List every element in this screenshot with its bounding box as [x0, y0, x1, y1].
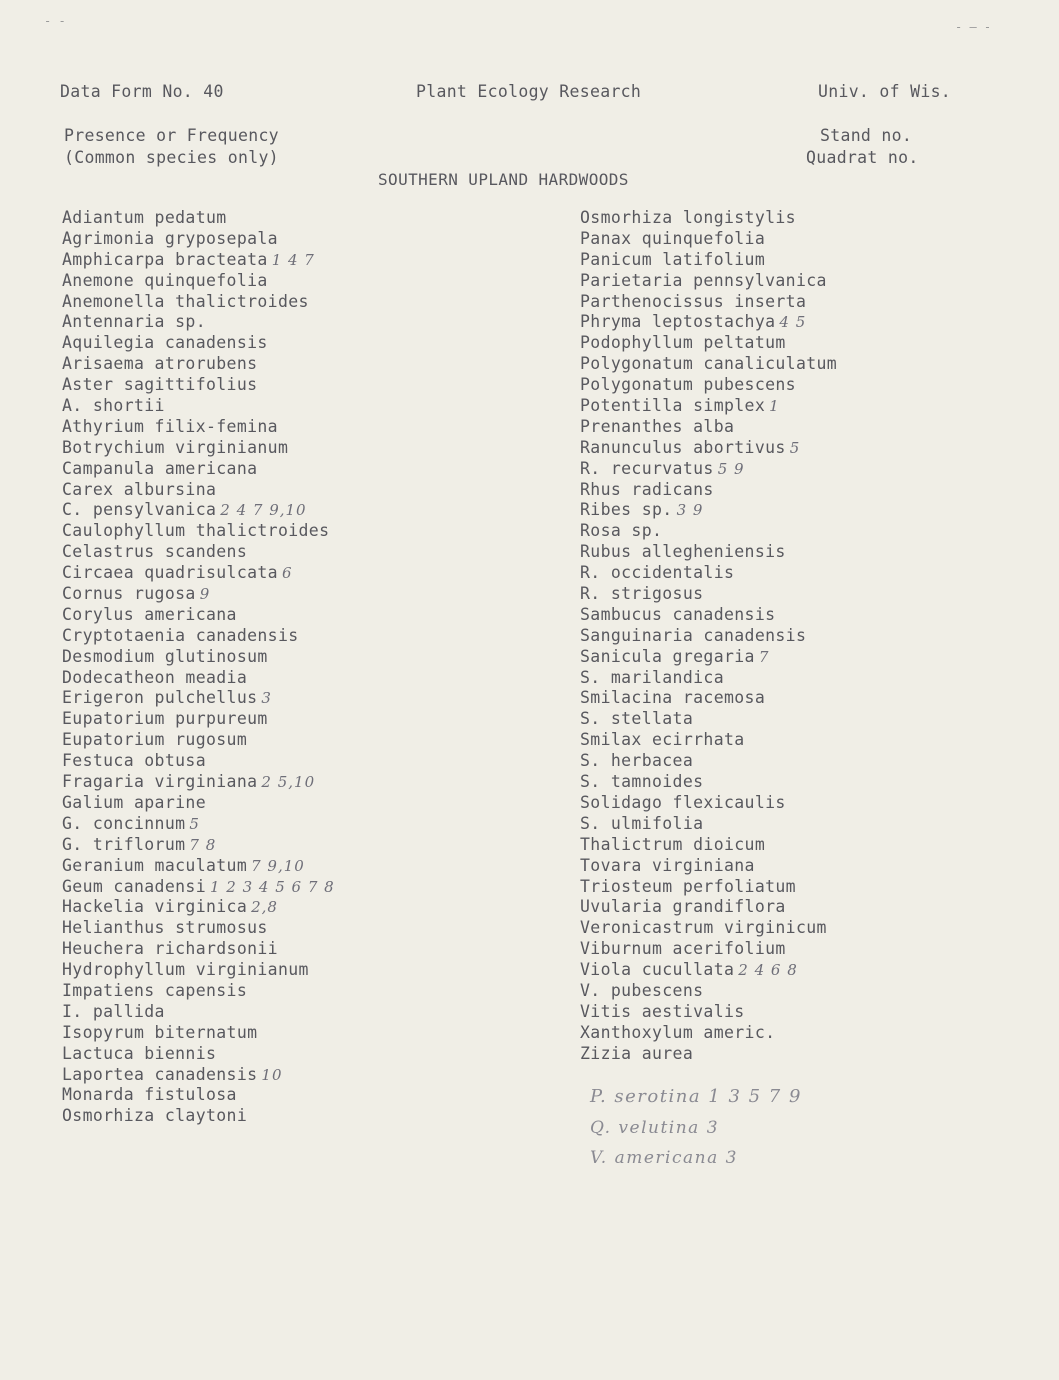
species-row	[580, 459, 837, 480]
species-row	[62, 626, 335, 647]
species-row	[580, 229, 837, 250]
species-row	[62, 877, 335, 898]
species-name: Sanicula gregaria	[580, 646, 755, 666]
species-row	[62, 208, 335, 229]
species-row	[62, 856, 335, 877]
species-row	[580, 877, 837, 898]
species-row	[580, 1002, 837, 1023]
handwritten-note-3: V. americana 3	[590, 1148, 738, 1168]
species-row	[580, 814, 837, 835]
species-row	[62, 793, 335, 814]
species-row	[62, 751, 335, 772]
species-name: Triosteum perfoliatum	[580, 876, 796, 896]
species-row	[62, 730, 335, 751]
species-row	[580, 333, 837, 354]
species-row	[62, 960, 335, 981]
species-name: Hackelia virginica	[62, 897, 248, 917]
handwritten-quadrat-note: 3 9	[676, 501, 704, 520]
species-row	[62, 312, 335, 333]
species-name: Osmorhiza claytoni	[62, 1106, 248, 1126]
species-row	[62, 584, 335, 605]
species-name: Veronicastrum virginicum	[580, 918, 827, 938]
species-row	[580, 312, 837, 333]
species-name: Cornus rugosa	[62, 584, 196, 604]
species-name: Cryptotaenia canadensis	[62, 625, 299, 645]
species-name: Celastrus scandens	[62, 542, 248, 562]
species-row	[580, 772, 837, 793]
species-name: Hydrophyllum virginianum	[62, 960, 309, 980]
species-row	[580, 292, 837, 313]
species-row	[62, 271, 335, 292]
species-row	[62, 939, 335, 960]
species-row	[62, 709, 335, 730]
species-row	[580, 856, 837, 877]
handwritten-quadrat-note: 7 8	[189, 835, 217, 854]
species-name: Galium aparine	[62, 792, 206, 812]
handwritten-quadrat-note: 3	[261, 689, 272, 708]
handwritten-quadrat-note: 2 4 7 9,10	[220, 501, 307, 520]
species-row	[62, 605, 335, 626]
corner-mark-right: - — -	[955, 20, 992, 34]
species-row	[580, 939, 837, 960]
species-row	[580, 709, 837, 730]
species-name: A. shortii	[62, 396, 165, 416]
species-name: Smilax ecirrhata	[580, 730, 745, 750]
handwritten-quadrat-note: 5	[189, 814, 200, 833]
species-name: Thalictrum dioicum	[580, 834, 766, 854]
species-row	[580, 918, 837, 939]
species-row	[580, 396, 837, 417]
species-row	[580, 417, 837, 438]
project-name: Plant Ecology Research	[416, 82, 642, 101]
species-row	[580, 500, 837, 521]
species-name: Anemonella thalictroides	[62, 291, 309, 311]
species-name: S. marilandica	[580, 667, 724, 687]
species-name: Anemone quinquefolia	[62, 270, 268, 290]
species-name: Sanguinaria canadensis	[580, 625, 807, 645]
species-name: Eupatorium purpureum	[62, 709, 268, 729]
species-row	[580, 354, 837, 375]
species-name: S. tamnoides	[580, 772, 704, 792]
presence-label: Presence or Frequency	[64, 126, 279, 145]
species-name: Polygonatum canaliculatum	[580, 354, 838, 374]
species-name: Helianthus strumosus	[62, 918, 268, 938]
species-row	[580, 626, 837, 647]
species-row	[580, 542, 837, 563]
handwritten-quadrat-note: 7 9,10	[251, 856, 305, 875]
handwritten-quadrat-note: 10	[261, 1065, 283, 1084]
species-name: Solidago flexicaulis	[580, 792, 786, 812]
species-row	[580, 647, 837, 668]
species-row	[580, 981, 837, 1002]
species-row	[62, 688, 335, 709]
species-name: S. herbacea	[580, 751, 694, 771]
species-row	[580, 250, 837, 271]
species-name: Botrychium virginianum	[62, 437, 289, 457]
species-name: Sambucus canadensis	[580, 604, 776, 624]
species-row	[62, 417, 335, 438]
stand-number-label: Stand no.	[820, 126, 913, 145]
species-name: Fragaria virginiana	[62, 772, 258, 792]
species-name: Xanthoxylum americ.	[580, 1022, 776, 1042]
species-name: Osmorhiza longistylis	[580, 208, 796, 227]
handwritten-quadrat-note: 9	[199, 585, 211, 604]
species-row	[580, 208, 837, 229]
species-row	[580, 730, 837, 751]
species-row	[62, 668, 335, 689]
species-row	[62, 772, 335, 793]
species-row	[62, 1065, 335, 1086]
species-row	[62, 897, 335, 918]
species-name: Aquilegia canadensis	[62, 333, 268, 353]
species-name: Rosa sp.	[580, 521, 663, 541]
species-name: Caulophyllum thalictroides	[62, 521, 330, 541]
species-row	[62, 981, 335, 1002]
species-name: Adiantum pedatum	[62, 208, 227, 227]
species-row	[62, 1085, 335, 1106]
species-name: V. pubescens	[580, 980, 704, 1000]
species-name: Isopyrum biternatum	[62, 1022, 258, 1042]
species-name: Geum canadensi	[62, 876, 206, 896]
species-row	[580, 1044, 837, 1065]
species-row	[580, 1023, 837, 1044]
species-row	[62, 396, 335, 417]
species-row	[62, 1106, 335, 1127]
quadrat-number-label: Quadrat no.	[806, 148, 919, 167]
species-name: Athyrium filix-femina	[62, 416, 278, 436]
species-name: Zizia aurea	[580, 1043, 694, 1063]
handwritten-quadrat-note: 2,8	[251, 898, 278, 917]
handwritten-note-1: P. serotina 1 3 5 7 9	[590, 1086, 802, 1107]
handwritten-note-2: Q. velutina 3	[590, 1118, 720, 1138]
right-species-column	[580, 208, 837, 1065]
species-row	[580, 375, 837, 396]
species-name: Festuca obtusa	[62, 751, 206, 771]
species-row	[580, 584, 837, 605]
species-name: Smilacina racemosa	[580, 688, 766, 708]
species-name: S. stellata	[580, 709, 694, 729]
species-name: Potentilla simplex	[580, 396, 766, 416]
handwritten-quadrat-note: 1	[769, 397, 780, 416]
species-row	[580, 793, 837, 814]
species-name: Polygonatum pubescens	[580, 375, 796, 395]
species-name: Agrimonia gryposepala	[62, 228, 278, 248]
species-row	[580, 688, 837, 709]
species-row	[62, 1044, 335, 1065]
species-row	[62, 459, 335, 480]
species-row	[62, 1002, 335, 1023]
species-name: R. strigosus	[580, 584, 704, 604]
species-name: Erigeron pulchellus	[62, 688, 258, 708]
species-name: Phryma leptostachya	[580, 312, 776, 332]
species-name: Carex albursina	[62, 479, 217, 499]
species-name: Parthenocissus inserta	[580, 291, 807, 311]
species-name: Monarda fistulosa	[62, 1085, 237, 1105]
species-row	[62, 333, 335, 354]
species-row	[62, 292, 335, 313]
species-row	[580, 521, 837, 542]
species-row	[62, 250, 335, 271]
species-name: Geranium maculatum	[62, 855, 248, 875]
species-name: Circaea quadrisulcata	[62, 563, 278, 583]
species-name: Ranunculus abortivus	[580, 437, 786, 457]
species-row	[580, 835, 837, 856]
species-name: C. pensylvanica	[62, 500, 217, 520]
species-row	[580, 563, 837, 584]
species-row	[62, 918, 335, 939]
handwritten-quadrat-note: 5 9	[717, 459, 745, 478]
species-row	[580, 960, 837, 981]
species-row	[62, 542, 335, 563]
species-name: Dodecatheon meadia	[62, 667, 248, 687]
species-name: S. ulmifolia	[580, 813, 704, 833]
corner-mark-left: - -	[44, 14, 66, 28]
species-name: Uvularia grandiflora	[580, 897, 786, 917]
species-name: Antennaria sp.	[62, 312, 206, 332]
species-row	[580, 897, 837, 918]
species-name: R. recurvatus	[580, 458, 714, 478]
species-name: Ribes sp.	[580, 500, 673, 520]
handwritten-quadrat-note: 2 4 6 8	[738, 961, 798, 980]
species-row	[580, 751, 837, 772]
species-row	[62, 480, 335, 501]
species-name: Panicum latifolium	[580, 249, 766, 269]
page-title: SOUTHERN UPLAND HARDWOODS	[378, 170, 629, 189]
species-name: Panax quinquefolia	[580, 228, 766, 248]
species-row	[62, 521, 335, 542]
species-row	[62, 229, 335, 250]
species-name: Heuchera richardsonii	[62, 939, 278, 959]
form-number: Data Form No. 40	[60, 82, 224, 101]
species-name: Corylus americana	[62, 604, 237, 624]
handwritten-quadrat-note: 1 4 7	[271, 250, 315, 269]
species-name: Viburnum acerifolium	[580, 939, 786, 959]
species-row	[62, 814, 335, 835]
species-row	[62, 647, 335, 668]
species-name: G. concinnum	[62, 813, 186, 833]
handwritten-quadrat-note: 5	[789, 438, 801, 457]
species-name: Lactuca biennis	[62, 1043, 217, 1063]
species-row	[580, 438, 837, 459]
species-name: Podophyllum peltatum	[580, 333, 786, 353]
species-name: Prenanthes alba	[580, 416, 735, 436]
left-species-column	[62, 208, 335, 1127]
handwritten-quadrat-note: 6	[281, 564, 293, 583]
species-name: Rhus radicans	[580, 479, 714, 499]
species-name: Desmodium glutinosum	[62, 646, 268, 666]
species-row	[62, 835, 335, 856]
species-name: Eupatorium rugosum	[62, 730, 248, 750]
species-name: Amphicarpa bracteata	[62, 249, 268, 269]
species-name: G. triflorum	[62, 834, 186, 854]
species-name: Rubus allegheniensis	[580, 542, 786, 562]
species-name: Viola cucullata	[580, 960, 735, 980]
species-row	[62, 354, 335, 375]
handwritten-quadrat-note: 2 5,10	[261, 773, 316, 792]
species-row	[580, 668, 837, 689]
species-row	[62, 563, 335, 584]
handwritten-quadrat-note: 4 5	[779, 313, 807, 332]
university: Univ. of Wis.	[818, 82, 952, 101]
species-row	[62, 438, 335, 459]
species-row	[62, 500, 335, 521]
species-row	[62, 1023, 335, 1044]
species-row	[580, 605, 837, 626]
species-row	[580, 480, 837, 501]
handwritten-quadrat-note: 7	[758, 647, 770, 666]
species-name: Tovara virginiana	[580, 855, 755, 875]
species-name: Campanula americana	[62, 458, 258, 478]
species-row	[62, 375, 335, 396]
species-name: I. pallida	[62, 1001, 165, 1021]
species-name: Laportea canadensis	[62, 1064, 258, 1084]
species-name: Vitis aestivalis	[580, 1001, 745, 1021]
species-name: Arisaema atrorubens	[62, 354, 258, 374]
handwritten-quadrat-note: 1 2 3 4 5 6 7 8	[209, 877, 335, 896]
species-name: Aster sagittifolius	[62, 375, 258, 395]
species-name: Impatiens capensis	[62, 980, 248, 1000]
species-row	[580, 271, 837, 292]
species-name: R. occidentalis	[580, 563, 735, 583]
common-species-label: (Common species only)	[64, 148, 279, 167]
species-name: Parietaria pennsylvanica	[580, 270, 827, 290]
